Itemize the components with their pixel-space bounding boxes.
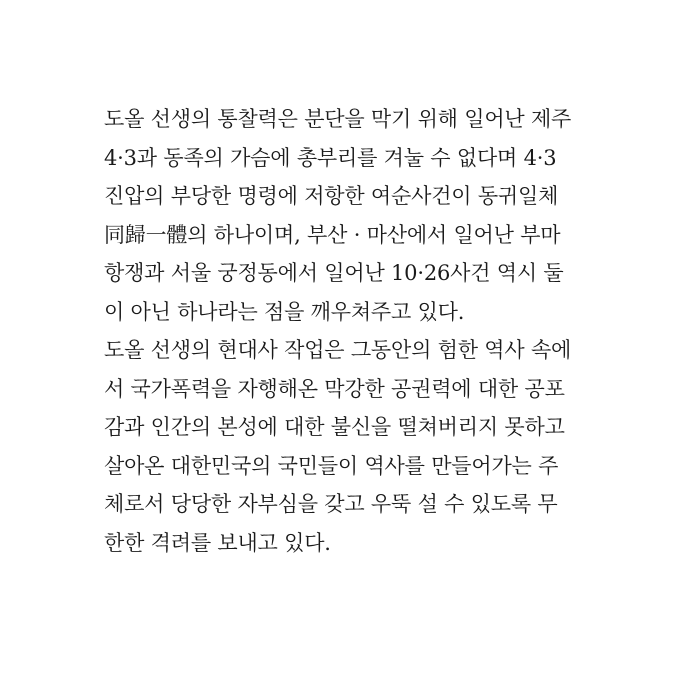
text-line: 4·3과 동족의 가슴에 총부리를 겨눌 수 없다며 4·3 [104,145,557,170]
text-line: 한한 격려를 보내고 있다. [104,530,331,555]
text-line: 도올 선생의 현대사 작업은 그동안의 험한 역사 속에 [104,338,572,362]
text-line: 도올 선생의 통찰력은 분단을 막기 위해 일어난 제주 [104,107,572,131]
text-line: 감과 인간의 본성에 대한 불신을 떨쳐버리지 못하고 [104,415,565,439]
text-line: 항쟁과 서울 궁정동에서 일어난 10·26사건 역시 둘 [104,261,564,285]
text-line: 서 국가폭력을 자행해온 막강한 공권력에 대한 공포 [104,376,565,401]
text-line: 살아온 대한민국의 국민들이 역사를 만들어가는 주 [104,453,559,478]
text-line: 체로서 당당한 자부심을 갖고 우뚝 설 수 있도록 무 [104,492,558,516]
text-line: 同歸一體의 하나이며, 부산 · 마산에서 일어난 부마 [104,222,561,247]
text-line: 이 아닌 하나라는 점을 깨우쳐주고 있다. [104,299,465,324]
text-line: 진압의 부당한 명령에 저항한 여순사건이 동귀일체 [104,184,559,208]
body-text [104,100,604,562]
